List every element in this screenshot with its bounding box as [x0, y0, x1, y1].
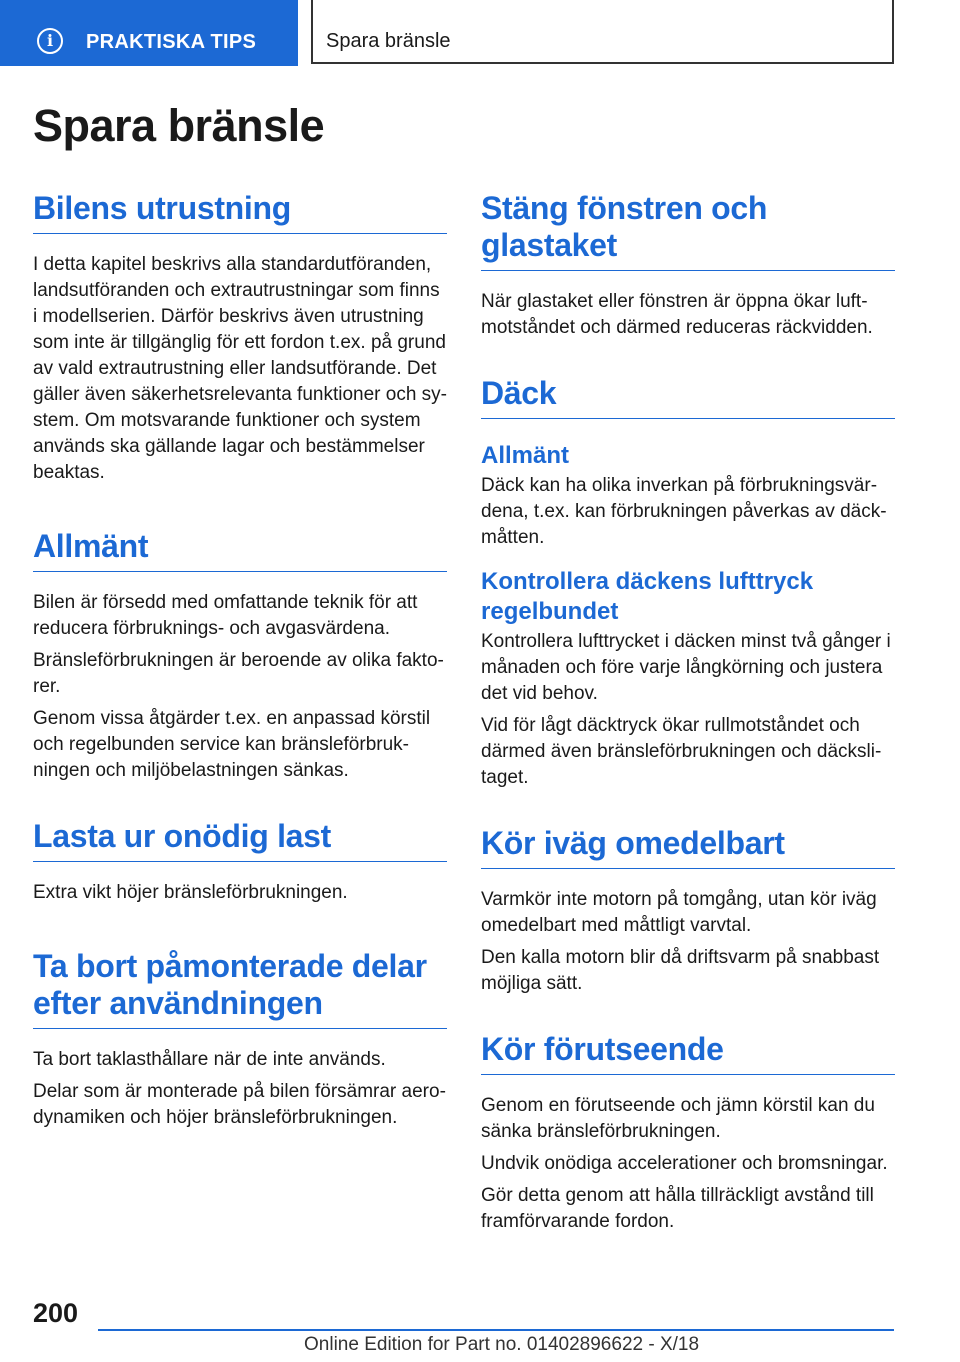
- left-column: [33, 190, 447, 1131]
- heading-stang-fonstren: Stäng fönstren och glastaket: [481, 190, 895, 271]
- paragraph: Extra vikt höjer bränsleförbrukningen.: [33, 882, 348, 903]
- info-icon: i: [37, 28, 63, 54]
- paragraph: Däck kan ha olika inverkan på förbrukningsvär-dena, t.ex. kan förbrukningen påverkas av däck-måtten.: [481, 475, 887, 548]
- heading-lasta-ur: Lasta ur onödig last: [33, 818, 447, 862]
- heading-allmant: Allmänt: [33, 528, 447, 572]
- heading-ta-bort: Ta bort påmonterade delar efter användningen: [33, 948, 447, 1029]
- paragraph: Den kalla motorn blir då driftsvarm på snabbast möjliga sätt.: [481, 947, 880, 994]
- page-title: Spara bränsle: [33, 100, 325, 151]
- right-column: [481, 190, 895, 1235]
- paragraph: Bränsleförbrukningen är beroende av olika fakto-rer.: [33, 650, 444, 697]
- paragraph: Delar som är monterade på bilen försämrar aero-dynamiken och höjer bränsleförbrukningen.: [33, 1081, 446, 1128]
- paragraph: I detta kapitel beskrivs alla standardutföranden, landsutföranden och extrautrustningar som finns i modellserien. Därför beskrivs även utrustning som inte är tillgänglig för ett fordon t.ex. på grund av vald extrautrustning eller landsutförande. Det gäller även säkerhetsrelevanta funktioner och sy-stem. Om motsvarande funktioner och system används ska gällande lagar och bestämmelser beaktas.: [33, 254, 448, 483]
- heading-kor-forutseende: Kör förutseende: [481, 1031, 895, 1075]
- paragraph: Varmkör inte motorn på tomgång, utan kör iväg omedelbart med måttligt varvtal.: [481, 889, 877, 936]
- page-number: 200: [33, 1298, 79, 1328]
- paragraph: När glastaket eller fönstren är öppna ökar luft-motståndet och därmed reduceras räckvidden.: [481, 291, 873, 338]
- footer-divider: [98, 1329, 894, 1331]
- chapter-tab: [0, 0, 298, 66]
- heading-dack: Däck: [481, 375, 895, 419]
- heading-kor-ivag: Kör iväg omedelbart: [481, 825, 895, 869]
- subheading-allmant: Allmänt: [481, 442, 570, 469]
- edition-text: Online Edition for Part no. 01402896622 - X/18: [304, 1334, 700, 1355]
- paragraph: Undvik onödiga accelerationer och bromsningar.: [481, 1153, 888, 1174]
- paragraph: Ta bort taklasthållare när de inte används.: [33, 1049, 386, 1070]
- paragraph: Genom vissa åtgärder t.ex. en anpassad körstil och regelbunden service kan bränsleförbruk-ningen och miljöbelastningen sänkas.: [33, 708, 431, 781]
- paragraph: Kontrollera lufttrycket i däcken minst två gånger i månaden och före varje långkörning och justera det vid behov.: [481, 631, 891, 704]
- chapter-label: PRAKTISKA TIPS: [86, 31, 257, 53]
- section-label: Spara bränsle: [326, 30, 451, 52]
- paragraph: Bilen är försedd med omfattande teknik för att reducera förbruknings- och avgasvärdena.: [33, 592, 418, 639]
- paragraph: Gör detta genom att hålla tillräckligt avstånd till framförvarande fordon.: [481, 1185, 874, 1232]
- subheading-kontrollera-lufttryck: Kontrollera däckens lufttryck regelbundet: [481, 568, 814, 625]
- paragraph: Genom en förutseende och jämn körstil kan du sänka bränsleförbrukningen.: [481, 1095, 875, 1142]
- heading-bilens-utrustning: Bilens utrustning: [33, 190, 447, 234]
- paragraph: Vid för lågt däcktryck ökar rullmotståndet och därmed även bränsleförbrukningen och däcksli-taget.: [481, 715, 882, 788]
